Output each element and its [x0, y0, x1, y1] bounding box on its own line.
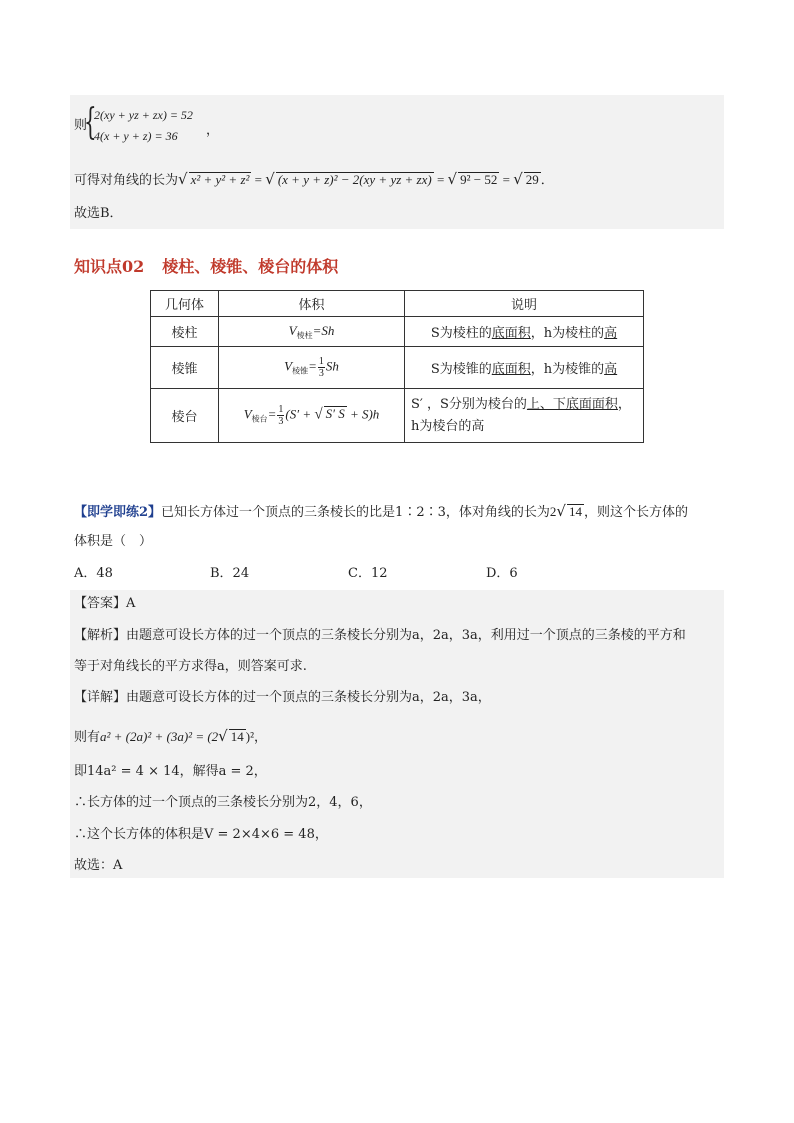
table-cell-desc: S为棱锥的底面积，h为棱锥的高 — [405, 347, 644, 389]
table-row — [151, 347, 644, 389]
answer-label: 【答案】 — [74, 596, 127, 611]
detail-label: 【详解】 — [74, 690, 127, 705]
exercise-line-2: 体积是（ ） — [74, 534, 153, 549]
detail-text-1: 由题意可设长方体的过一个顶点的三条棱长分别为a，2a，3a， — [126, 690, 491, 705]
option-d: D．6 — [486, 566, 518, 581]
system-line-1: 2(xy + yz + zx) = 52 — [94, 108, 193, 122]
diag-root-1: x² + y² + z² — [190, 172, 250, 187]
section-number: 知识点02 — [74, 257, 145, 276]
section-heading — [74, 257, 338, 277]
detail-line-5: ∴这个长方体的体积是V = 2×4×6 = 48， — [74, 827, 328, 842]
diagonal-line: 可得对角线的长为√ x² + y² + z² = √ (x + y + z)² − 2(xy + yz + zx) = √ 9² − 52 = √ 29 ． — [74, 170, 554, 188]
system-tail: ， — [206, 123, 220, 138]
option-a: A．48 — [74, 566, 113, 581]
table-cell-formula: $V_{棱台}=$ $\frac{1}{3}$ (S′ + √ S′ S + S)h — [219, 389, 405, 443]
table-cell-desc: S为棱柱的底面积，h为棱柱的高 — [405, 317, 644, 347]
analysis-text-1: 由题意可设长方体的过一个顶点的三条棱长分别为a，2a，3a，利用过一个顶点的三条棱的平方和 — [126, 628, 686, 643]
table-cell-formula: $V_{棱柱}=Sh$ — [219, 317, 405, 347]
analysis-line-1 — [74, 627, 686, 645]
option-c: C．12 — [348, 566, 388, 581]
diagonal-prefix: 可得对角线的长为 — [74, 173, 179, 188]
answer-value: A — [126, 596, 136, 611]
analysis-line-2: 等于对角线长的平方求得a，则答案可求. — [74, 659, 307, 674]
exercise-tag: 【即学即练2】 — [74, 505, 162, 520]
diag-root-3: 9² − 52 — [460, 172, 498, 187]
table-cell-desc: S′ ，S分别为棱台的上、下底面面积， h为棱台的高 — [405, 389, 644, 443]
detail-line-1 — [74, 689, 491, 707]
final-choice: 故选：A — [74, 858, 123, 873]
system-lead: 则 — [74, 118, 88, 133]
exercise-text-1: 已知长方体过一个顶点的三条棱长的比是1∶2∶3，体对角线的长为 — [161, 505, 550, 520]
table-row — [151, 317, 644, 347]
table-header-cell: 几何体 — [151, 291, 219, 317]
table-header-cell: 体积 — [219, 291, 405, 317]
diag-root-4: 29 — [525, 172, 539, 187]
detail-line-2: 则有a² + (2a)² + (3a)² = (2√ 14 )²， — [74, 727, 267, 745]
brace-icon: { — [84, 102, 97, 143]
section-title: 棱柱、棱锥、棱台的体积 — [162, 257, 339, 276]
exercise-line-1: 【即学即练2】已知长方体过一个顶点的三条棱长的比是1∶2∶3，体对角线的长为2√ 14 ，则这个长方体的 — [74, 502, 688, 520]
analysis-label: 【解析】 — [74, 628, 127, 643]
diag-end: ． — [540, 173, 554, 188]
table-cell-shape: 棱柱 — [151, 317, 219, 347]
table-cell-formula: $V_{棱锥}=$ $\frac{1}{3}$ Sh — [219, 347, 405, 389]
table-cell-shape: 棱锥 — [151, 347, 219, 389]
exercise-radical: 14 — [568, 504, 582, 519]
diag-root-2: (x + y + z)² − 2(xy + yz + zx) — [277, 172, 432, 187]
table-row — [151, 389, 644, 443]
detail-line-4: ∴长方体的过一个顶点的三条棱长分别为2，4，6， — [74, 795, 372, 810]
option-b: B．24 — [210, 566, 250, 581]
table-header-row — [151, 291, 644, 317]
answer-line — [74, 595, 135, 613]
prev-choice: 故选B． — [74, 206, 123, 221]
table-cell-shape: 棱台 — [151, 389, 219, 443]
exercise-text-2: ，则这个长方体的 — [583, 505, 688, 520]
volume-table — [150, 290, 644, 443]
system-line-2: 4(x + y + z) = 36 — [94, 129, 178, 143]
table-header-cell: 说明 — [405, 291, 644, 317]
detail-line-3: 即14a² = 4 × 14，解得a = 2， — [74, 764, 267, 779]
